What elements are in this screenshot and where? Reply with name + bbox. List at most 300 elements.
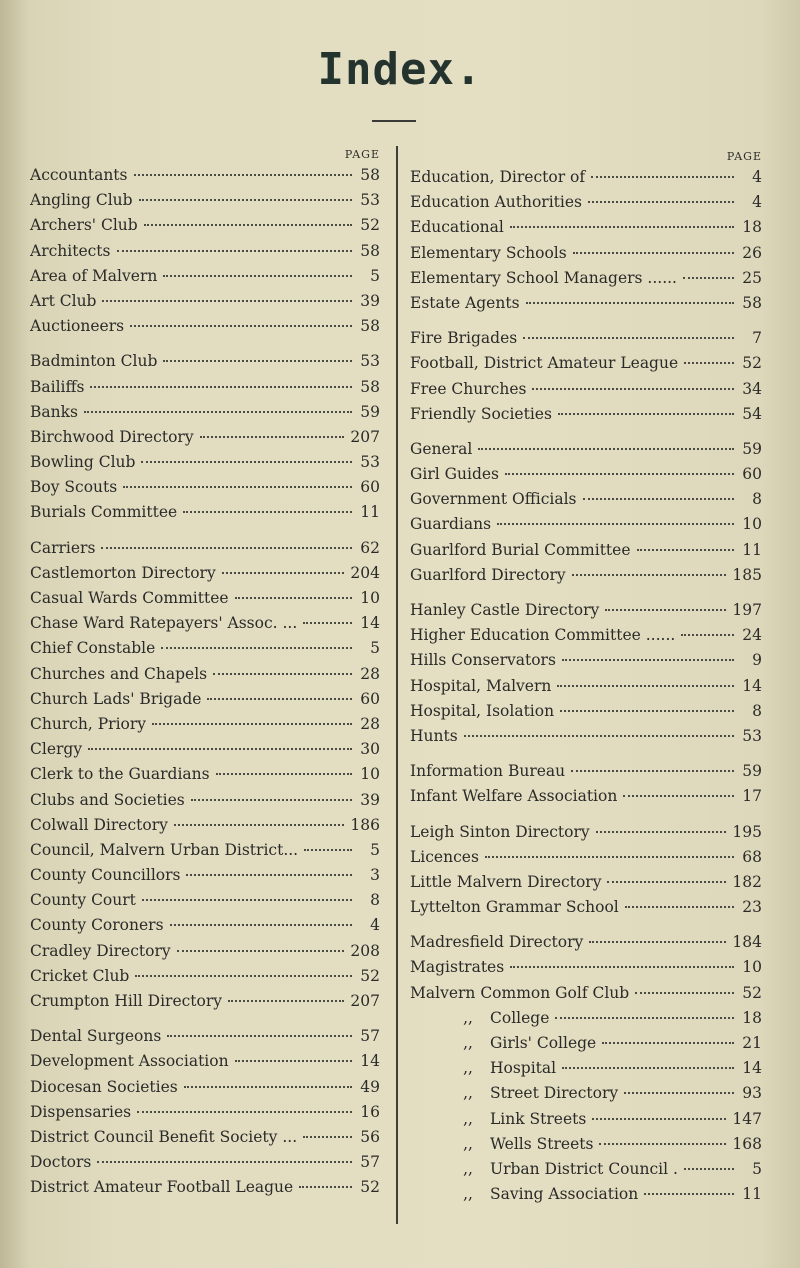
entry-page-number: 68 (742, 847, 762, 866)
entry-page-number: 4 (370, 916, 380, 935)
entry-page-number: 52 (360, 1178, 380, 1197)
index-entry (410, 1059, 762, 1084)
dot-leader (228, 1000, 344, 1002)
index-entry (410, 440, 762, 465)
entry-name: Carriers (30, 538, 96, 557)
dot-leader (681, 634, 734, 636)
entry-name: Guarlford Burial Committee (410, 540, 631, 559)
dot-leader (184, 1086, 352, 1088)
dot-leader (135, 975, 352, 977)
index-entry (30, 478, 380, 503)
ditto-mark: ,, (463, 1134, 473, 1153)
dot-leader (684, 362, 734, 364)
ditto-mark: ,, (463, 1008, 473, 1027)
entry-name: Crumpton Hill Directory (30, 992, 223, 1010)
entry-group (410, 823, 762, 924)
entry-name: Chief Constable (30, 639, 156, 658)
entry-name: Urban District Council . (490, 1159, 678, 1178)
entry-name: Football, District Amateur League (410, 354, 679, 373)
entry-page-number: 207 (350, 427, 380, 446)
entry-page-number: 197 (732, 601, 762, 619)
entry-page-number: 10 (360, 765, 380, 784)
index-entry (410, 218, 762, 243)
entry-name: General (410, 439, 473, 458)
dot-leader (588, 201, 734, 203)
dot-leader (557, 685, 734, 687)
index-entry (30, 665, 380, 690)
entry-page-number: 39 (360, 291, 380, 310)
index-entry (410, 958, 762, 983)
index-column-right (410, 150, 762, 1220)
entry-page-number: 7 (752, 329, 762, 348)
index-entry (30, 539, 380, 564)
dot-leader (464, 735, 734, 737)
entry-name: Diocesan Societies (30, 1077, 178, 1096)
dot-leader (152, 723, 352, 725)
entry-name: Doctors (30, 1153, 92, 1172)
entry-page-number: 57 (360, 1153, 380, 1172)
dot-leader (216, 773, 352, 775)
dot-leader (510, 226, 734, 228)
index-entry (30, 614, 380, 639)
entry-name: Information Bureau (410, 762, 566, 781)
index-entry (30, 942, 380, 967)
dot-leader (235, 597, 352, 599)
entry-name: Magistrates (410, 958, 505, 977)
index-entry (410, 1084, 762, 1109)
entry-name: Elementary Schools (410, 243, 567, 262)
index-entry (410, 168, 762, 193)
entry-group (30, 539, 380, 1018)
index-entry (30, 816, 380, 841)
entry-name: Hills Conservators (410, 651, 556, 670)
entry-page-number: 25 (742, 268, 762, 287)
dot-leader (497, 523, 734, 525)
dot-leader (130, 325, 352, 327)
entry-page-number: 30 (360, 740, 380, 759)
entry-name: County Court (30, 891, 136, 910)
entry-page-number: 8 (752, 701, 762, 720)
dot-leader (478, 448, 734, 450)
index-entry (30, 317, 380, 342)
index-entry (410, 823, 762, 848)
entry-name: County Councillors (30, 866, 181, 885)
dot-leader (163, 275, 352, 277)
entry-page-number: 17 (742, 787, 762, 806)
index-entry (30, 378, 380, 403)
index-entry (30, 715, 380, 740)
entry-group (410, 329, 762, 430)
dot-leader (101, 547, 352, 549)
dot-leader (134, 174, 353, 176)
index-entry (410, 244, 762, 269)
left-entry-list (30, 166, 380, 1204)
index-entry (30, 503, 380, 528)
entry-name: Girls' College (490, 1034, 597, 1052)
index-entry (30, 1078, 380, 1103)
entry-name: Link Streets (490, 1109, 587, 1128)
dot-leader (523, 337, 734, 339)
dot-leader (167, 1035, 352, 1037)
index-entry (410, 1185, 762, 1210)
dot-leader (562, 1067, 734, 1069)
entry-name: Badminton Club (30, 352, 158, 371)
index-entry (410, 269, 762, 294)
entry-page-number: 28 (360, 664, 380, 683)
entry-page-number: 207 (350, 992, 380, 1010)
entry-group (410, 601, 762, 752)
dot-leader (304, 849, 352, 851)
entry-name: Clergy (30, 740, 83, 759)
entry-page-number: 21 (742, 1034, 762, 1052)
entry-name: Cradley Directory (30, 941, 171, 960)
dot-leader (191, 799, 352, 801)
entry-name: Birchwood Directory (30, 427, 194, 446)
entry-name: Dental Surgeons (30, 1027, 162, 1046)
index-entry (410, 727, 762, 752)
dot-leader (141, 461, 352, 463)
entry-page-number: 14 (360, 1052, 380, 1071)
entry-name: Friendly Societies (410, 404, 552, 423)
index-entry (30, 690, 380, 715)
entry-page-number: 186 (350, 815, 380, 834)
entry-name: Cricket Club (30, 966, 130, 985)
dot-leader (510, 966, 734, 968)
dot-leader (163, 360, 352, 362)
dot-leader (573, 252, 734, 254)
dot-leader (596, 831, 727, 833)
dot-leader (624, 1092, 734, 1094)
dot-leader (591, 176, 734, 178)
index-entry (410, 626, 762, 651)
index-entry (30, 967, 380, 992)
entry-name: Council, Malvern Urban District... (30, 840, 299, 859)
entry-name: Madresfield Directory (410, 933, 584, 952)
entry-page-number: 8 (370, 891, 380, 910)
dot-leader (605, 609, 726, 611)
index-entry (410, 787, 762, 812)
entry-page-number: 18 (742, 218, 762, 237)
index-entry (410, 933, 762, 958)
entry-name: Guarlford Directory (410, 565, 566, 584)
entry-name: Bowling Club (30, 453, 136, 472)
entry-page-number: 24 (742, 626, 762, 645)
dot-leader (170, 924, 352, 926)
entry-name: Architects (30, 241, 111, 260)
dot-leader (589, 941, 726, 943)
entry-name: District Council Benefit Society ... (30, 1127, 298, 1146)
dot-leader (505, 473, 734, 475)
entry-page-number: 52 (742, 983, 762, 1002)
index-entry (410, 380, 762, 405)
entry-name: Guardians (410, 515, 492, 534)
entry-name: Angling Club (30, 191, 133, 210)
entry-group (30, 352, 380, 528)
entry-page-number: 14 (360, 614, 380, 633)
right-entry-list (410, 168, 762, 1210)
entry-page-number: 184 (732, 933, 762, 952)
entry-name: Area of Malvern (30, 266, 158, 285)
index-entry (30, 242, 380, 267)
entry-page-number: 208 (350, 941, 380, 960)
index-entry (410, 490, 762, 515)
index-entry (30, 403, 380, 428)
entry-page-number: 195 (732, 822, 762, 841)
entry-page-number: 18 (742, 1008, 762, 1027)
entry-name: Education Authorities (410, 193, 582, 212)
dot-leader (235, 1060, 352, 1062)
entry-page-number: 56 (360, 1127, 380, 1146)
index-entry (410, 762, 762, 787)
entry-name: Art Club (30, 291, 97, 310)
index-entry (30, 428, 380, 453)
entry-name: Hospital (490, 1059, 557, 1078)
index-entry (410, 405, 762, 430)
entry-name: College (490, 1008, 550, 1027)
index-entry (410, 651, 762, 676)
entry-name: Accountants (30, 166, 128, 184)
entry-name: Wells Streets (490, 1134, 594, 1153)
index-entry (410, 294, 762, 319)
index-entry (410, 515, 762, 540)
entry-page-number: 5 (370, 840, 380, 859)
entry-page-number: 57 (360, 1027, 380, 1046)
entry-name: Elementary School Managers ...... (410, 268, 677, 287)
index-entry (30, 791, 380, 816)
entry-name: Higher Education Committee ...... (410, 626, 676, 645)
entry-name: Bailiffs (30, 377, 85, 396)
entry-page-number: 62 (360, 538, 380, 557)
entry-page-number: 204 (350, 563, 380, 582)
dot-leader (562, 659, 734, 661)
entry-name: Development Association (30, 1052, 229, 1071)
dot-leader (572, 574, 727, 576)
dot-leader (102, 300, 352, 302)
entry-page-number: 14 (742, 676, 762, 695)
entry-page-number: 10 (742, 958, 762, 977)
entry-page-number: 168 (732, 1134, 762, 1153)
dot-leader (177, 950, 345, 952)
entry-page-number: 52 (360, 216, 380, 235)
index-entry (30, 191, 380, 216)
entry-page-number: 34 (742, 379, 762, 398)
dot-leader (526, 302, 734, 304)
entry-page-number: 52 (742, 354, 762, 373)
entry-name: Archers' Club (30, 216, 138, 235)
entry-page-number: 11 (360, 503, 380, 522)
dot-leader (88, 748, 352, 750)
dot-leader (592, 1118, 726, 1120)
column-divider (396, 146, 398, 1224)
entry-page-number: 147 (732, 1109, 762, 1128)
entry-name: Clerk to the Guardians (30, 765, 210, 784)
index-entry (410, 1009, 762, 1034)
dot-leader (213, 673, 352, 675)
entry-page-number: 14 (742, 1059, 762, 1078)
entry-name: Little Malvern Directory (410, 872, 602, 891)
entry-page-number: 53 (360, 191, 380, 210)
entry-page-number: 60 (742, 465, 762, 484)
index-entry (30, 166, 380, 191)
index-entry (30, 267, 380, 292)
index-entry (30, 891, 380, 916)
entry-page-number: 53 (742, 726, 762, 745)
entry-page-number: 59 (360, 402, 380, 421)
index-entry (30, 916, 380, 941)
entry-page-number: 182 (732, 872, 762, 891)
index-column-left (30, 148, 380, 1214)
entry-name: Government Officials (410, 490, 577, 509)
entry-name: Malvern Common Golf Club (410, 983, 630, 1002)
index-entry (30, 1103, 380, 1128)
entry-page-number: 16 (360, 1102, 380, 1121)
ditto-mark: ,, (463, 1034, 473, 1052)
index-entry (30, 1128, 380, 1153)
dot-leader (560, 710, 734, 712)
index-entry (30, 992, 380, 1017)
dot-leader (142, 899, 352, 901)
entry-page-number: 58 (360, 377, 380, 396)
dot-leader (684, 1168, 734, 1170)
index-entry (410, 354, 762, 379)
entry-name: District Amateur Football League (30, 1178, 294, 1197)
index-entry (410, 1110, 762, 1135)
index-entry (30, 1052, 380, 1077)
ditto-mark: ,, (463, 1159, 473, 1178)
entry-name: Street Directory (490, 1084, 619, 1103)
index-entry (410, 465, 762, 490)
dot-leader (558, 413, 734, 415)
entry-page-number: 60 (360, 478, 380, 497)
entry-page-number: 49 (360, 1077, 380, 1096)
dot-leader (599, 1143, 726, 1145)
index-entry (30, 352, 380, 377)
entry-name: Church Lads' Brigade (30, 689, 202, 708)
index-entry (410, 873, 762, 898)
entry-group (410, 933, 762, 1210)
entry-page-number: 5 (752, 1159, 762, 1178)
entry-name: Education, Director of (410, 168, 586, 186)
index-entry (30, 1178, 380, 1203)
entry-page-number: 9 (752, 651, 762, 670)
entry-page-number: 58 (742, 293, 762, 312)
ditto-mark: ,, (463, 1084, 473, 1103)
entry-page-number: 4 (752, 193, 762, 212)
dot-leader (144, 224, 352, 226)
entry-page-number: 11 (742, 540, 762, 559)
index-entry (410, 1135, 762, 1160)
entry-page-number: 58 (360, 241, 380, 260)
entry-page-number: 60 (360, 689, 380, 708)
dot-leader (532, 388, 734, 390)
entry-name: Free Churches (410, 379, 527, 398)
index-entry (30, 740, 380, 765)
entry-name: County Coroners (30, 916, 164, 935)
index-entry (30, 564, 380, 589)
index-entry (410, 1034, 762, 1059)
index-entry (410, 1160, 762, 1185)
index-entry (410, 541, 762, 566)
ditto-mark: ,, (463, 1185, 473, 1204)
entry-page-number: 26 (742, 243, 762, 262)
index-entry (30, 1027, 380, 1052)
ditto-mark: ,, (463, 1109, 473, 1128)
entry-name: Clubs and Societies (30, 790, 185, 809)
index-entry (30, 589, 380, 614)
dot-leader (607, 881, 726, 883)
index-entry (30, 866, 380, 891)
index-entry (30, 292, 380, 317)
entry-page-number: 53 (360, 352, 380, 371)
dot-leader (161, 647, 352, 649)
dot-leader (117, 250, 353, 252)
page-column-heading: PAGE (726, 150, 762, 163)
index-entry (30, 639, 380, 664)
entry-name: Hospital, Malvern (410, 676, 552, 695)
entry-page-number: 11 (742, 1185, 762, 1204)
entry-name: Auctioneers (30, 317, 125, 336)
entry-name: Estate Agents (410, 293, 520, 312)
dot-leader (625, 906, 734, 908)
entry-page-number: 5 (370, 266, 380, 285)
dot-leader (623, 795, 734, 797)
entry-name: Casual Wards Committee (30, 589, 229, 607)
entry-page-number: 5 (370, 639, 380, 658)
index-entry (30, 765, 380, 790)
entry-name: Saving Association (490, 1185, 639, 1204)
index-entry (410, 601, 762, 626)
entry-name: Burials Committee (30, 503, 178, 522)
entry-page-number: 54 (742, 404, 762, 423)
entry-page-number: 39 (360, 790, 380, 809)
dot-leader (200, 436, 345, 438)
index-entry (410, 984, 762, 1009)
index-entry (410, 898, 762, 923)
entry-page-number: 8 (752, 490, 762, 509)
dot-leader (84, 411, 352, 413)
entry-page-number: 10 (742, 515, 762, 534)
entry-name: Infant Welfare Association (410, 787, 618, 806)
dot-leader (555, 1017, 734, 1019)
index-entry (30, 216, 380, 241)
entry-group (410, 762, 762, 812)
entry-page-number: 4 (752, 168, 762, 186)
dot-leader (571, 770, 734, 772)
dot-leader (583, 498, 734, 500)
entry-page-number: 28 (360, 714, 380, 733)
dot-leader (485, 856, 734, 858)
dot-leader (222, 572, 345, 574)
title-rule (372, 120, 416, 122)
entry-page-number: 58 (360, 317, 380, 336)
entry-page-number: 93 (742, 1084, 762, 1103)
dot-leader (303, 622, 352, 624)
entry-page-number: 10 (360, 589, 380, 607)
entry-name: Church, Priory (30, 714, 147, 733)
index-entry (410, 329, 762, 354)
entry-name: Licences (410, 847, 479, 866)
entry-name: Educational (410, 218, 504, 237)
index-entry (410, 677, 762, 702)
dot-leader (303, 1136, 352, 1138)
entry-name: Hanley Castle Directory (410, 601, 600, 619)
ditto-mark: ,, (463, 1059, 473, 1078)
entry-page-number: 3 (370, 866, 380, 885)
page-column-heading: PAGE (344, 148, 380, 161)
dot-leader (635, 992, 734, 994)
entry-name: Colwall Directory (30, 815, 168, 834)
dot-leader (602, 1042, 734, 1044)
